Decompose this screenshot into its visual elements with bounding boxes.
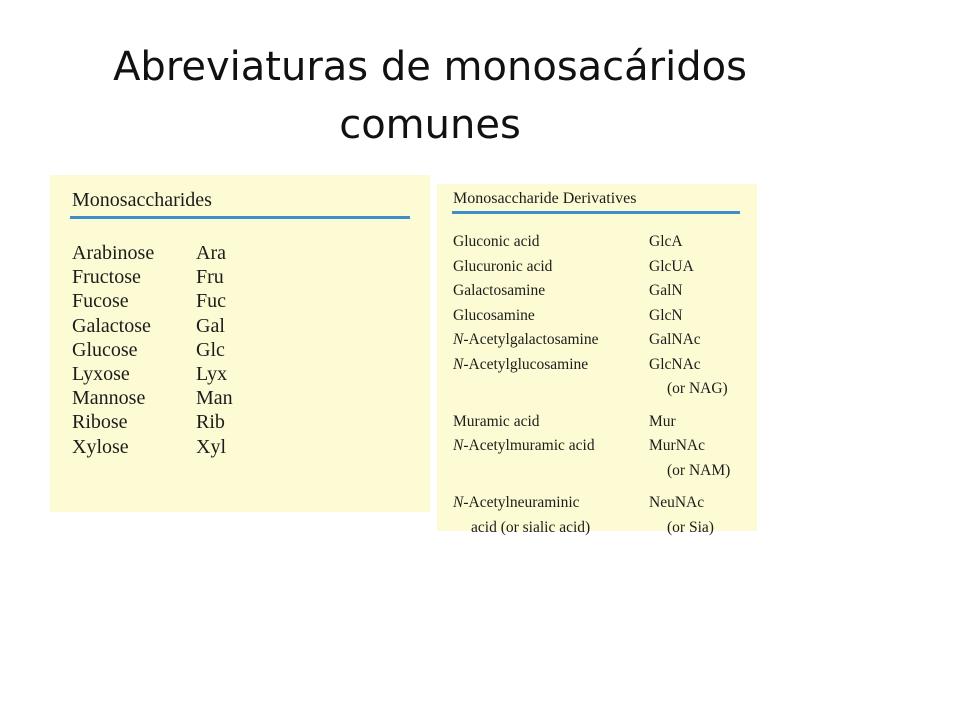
derivative-abbreviation: GalNAc [649, 331, 701, 348]
table-row [453, 434, 730, 483]
table-row [72, 314, 233, 338]
derivatives-table [437, 184, 757, 536]
derivative-abbreviation [649, 491, 714, 540]
derivative-name: Gluconic acid [453, 233, 540, 250]
derivatives-heading: Monosaccharide Derivatives [453, 190, 637, 207]
derivative-abbreviation [649, 434, 730, 483]
derivative-abbreviation: Mur [649, 412, 676, 430]
sugar-name: Fructose [72, 266, 141, 289]
monosaccharides-heading: Monosaccharides [72, 189, 212, 211]
sugar-name: Lyxose [72, 362, 130, 385]
derivative-name [453, 434, 649, 459]
n-prefix: N [453, 494, 464, 511]
abbreviation-alternate: (or NAM) [667, 461, 731, 479]
table-row [453, 353, 730, 402]
abbreviation-primary: MurNAc [649, 437, 705, 454]
sugar-name: Galactose [72, 314, 151, 337]
sugar-name: Mannose [72, 387, 146, 410]
derivative-name [453, 328, 649, 353]
slide-title [0, 38, 860, 154]
sugar-name: Xylose [72, 435, 129, 458]
derivative-abbreviation: GalN [649, 282, 683, 299]
derivative-name [453, 353, 649, 378]
sugar-abbreviation: Ara [196, 242, 226, 264]
sugar-name: Ribose [72, 411, 128, 434]
derivative-abbreviation: GlcN [649, 306, 683, 324]
derivative-abbreviation: GlcUA [649, 257, 694, 275]
slide-title-line-1: Abreviaturas de monosacáridos [113, 44, 747, 90]
sugar-name: Arabinose [72, 242, 155, 264]
table-row [453, 304, 730, 329]
derivative-name-text: -Acetylglucosamine [463, 355, 589, 373]
derivative-name: Glucosamine [453, 306, 535, 324]
sugar-name: Fucose [72, 290, 129, 313]
slide-title-line-2: comunes [339, 102, 521, 148]
sugar-abbreviation: Lyx [196, 362, 228, 385]
derivative-name: Galactosamine [453, 282, 546, 299]
derivative-name-text: -Acetylneuraminic [463, 494, 580, 511]
derivative-name: Glucuronic acid [453, 257, 553, 275]
sugar-abbreviation: Xyl [196, 435, 226, 458]
table-row [72, 410, 233, 434]
table-row [453, 230, 730, 255]
derivative-name [453, 491, 649, 540]
monosaccharides-rows [72, 241, 233, 459]
monosaccharides-table [50, 175, 430, 512]
n-prefix: N [453, 437, 464, 454]
table-row [453, 328, 730, 353]
table-row [72, 435, 233, 459]
n-prefix: N [453, 355, 464, 373]
sugar-abbreviation: Fuc [196, 290, 226, 313]
sugar-abbreviation: Man [196, 387, 233, 410]
table-row [72, 338, 233, 362]
table-row [72, 362, 233, 386]
table-row [72, 289, 233, 313]
derivative-abbreviation: GlcA [649, 233, 683, 250]
derivative-name: Muramic acid [453, 412, 540, 430]
abbreviation-primary: GlcNAc [649, 355, 701, 373]
derivatives-divider [452, 211, 740, 214]
derivative-abbreviation [649, 353, 728, 402]
table-row [453, 279, 730, 304]
monosaccharides-divider [70, 216, 410, 219]
sugar-abbreviation: Rib [196, 411, 225, 434]
sugar-abbreviation: Gal [196, 314, 225, 337]
table-row [453, 255, 730, 280]
table-row [72, 386, 233, 410]
derivative-name-text: -Acetylmuramic acid [463, 437, 595, 454]
derivative-name-continued: acid (or sialic acid) [471, 518, 591, 536]
abbreviation-alternate: (or NAG) [667, 380, 728, 397]
derivative-name-text: -Acetylgalactosamine [463, 331, 599, 348]
table-row [453, 410, 730, 435]
abbreviation-primary: NeuNAc [649, 494, 705, 511]
table-row [453, 491, 730, 540]
derivatives-rows [453, 230, 730, 540]
sugar-abbreviation: Glc [196, 338, 225, 361]
table-row [72, 241, 233, 265]
table-row [72, 265, 233, 289]
n-prefix: N [453, 331, 464, 348]
sugar-abbreviation: Fru [196, 266, 224, 289]
sugar-name: Glucose [72, 338, 138, 361]
abbreviation-alternate: (or Sia) [667, 518, 714, 536]
